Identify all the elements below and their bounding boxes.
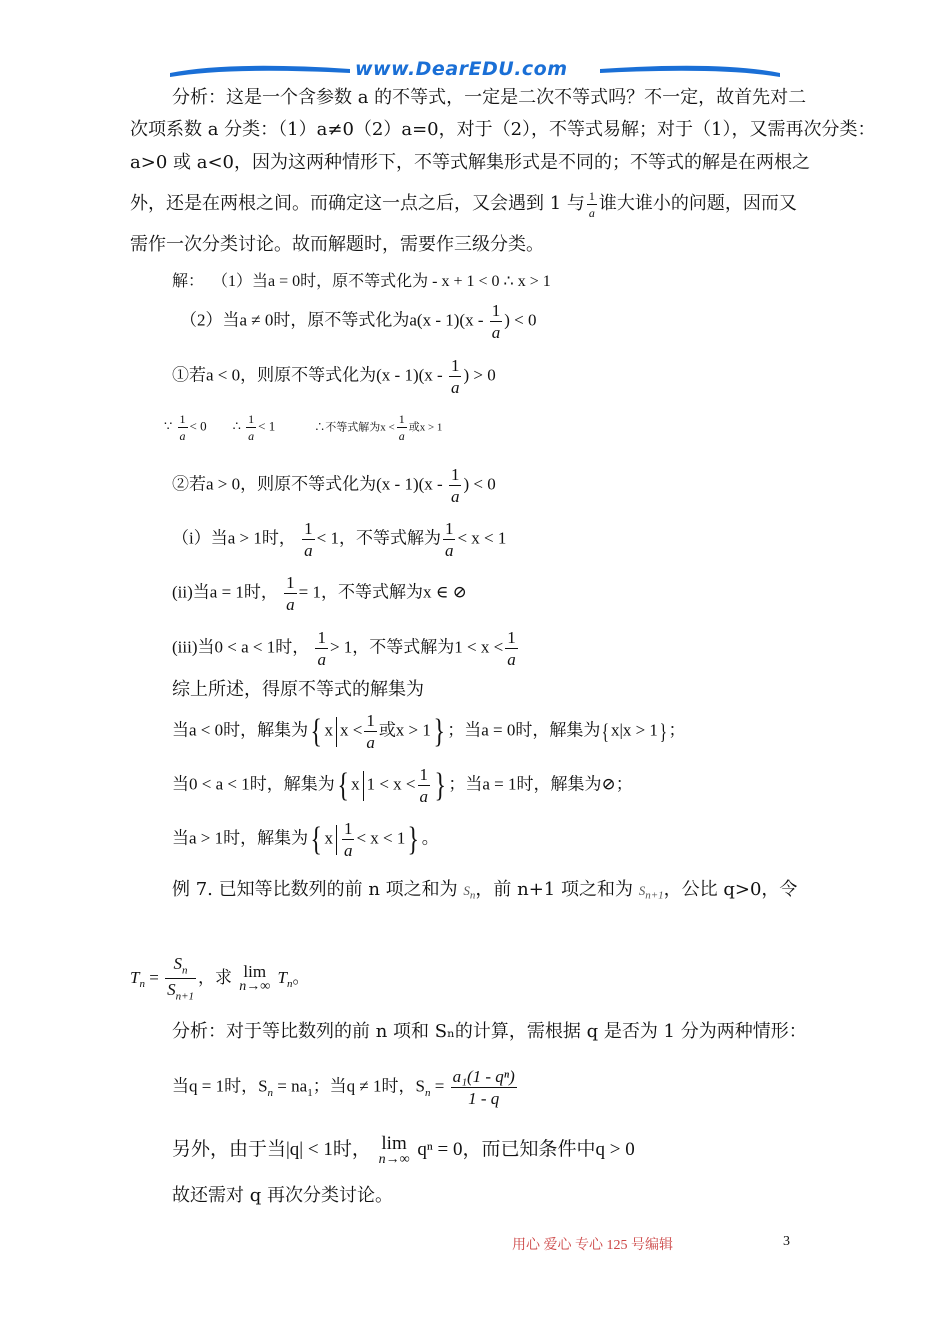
fraction-1-over-a: $\frac{1}{a}$	[286, 573, 295, 614]
analysis1-line4b: 谁大谁小的问题，因而又	[598, 193, 797, 214]
footer-text: 用心 爱心 专心 125 号编辑	[512, 1238, 673, 1253]
fraction-1-over-a: $\frac{1}{a}$	[179, 412, 186, 443]
solution-case1: 解： （1）当a = 0时，原不等式化为 - x + 1 < 0 ∴ x > 1	[172, 273, 551, 290]
fraction-1-over-a: $\frac{1}{a}$	[366, 711, 375, 752]
analysis2-therefore: 故还需对 q 再次分类讨论。	[172, 1185, 393, 1206]
solution-set-line1: 当a < 0时，解集为{ x x < $\frac{1}{a}$ 或x > 1} ；当a = 0时，解集为{x|x > 1}；	[172, 711, 686, 752]
solution-case-ii: (ii)当a = 1时， $\frac{1}{a}$ = 1，不等式解为x ∈ ⊘	[172, 573, 467, 614]
fraction-Sn-over-Sn1: $\frac{S_n}{S_{n+1}}$	[167, 954, 194, 1003]
solution-case-i: （i）当a > 1时， $\frac{1}{a}$ < 1，不等式解为 $\frac{1}{a}$ < x < 1	[172, 519, 507, 560]
example7-line1: 例 7. 已知等比数列的前 n 项之和为 $S_n$，前 n+1 项之和为 $S_{n+1}$，公比 q>0，令	[172, 879, 798, 902]
solution-set-line2: 当0 < a < 1时，解集为{ x 1 < x < $\frac{1}{a}$ } ；当a = 1时，解集为⊘；	[172, 765, 633, 806]
solution-sub1: ①若a < 0，则原不等式化为(x - 1)(x - $\frac{1}{a}$ ) > 0	[172, 356, 496, 397]
fraction-1-over-a: $\frac{1}{a}$	[588, 188, 595, 220]
analysis1-line4a: 外，还是在两根之间。而确定这一点之后，又会遇到 1 与	[130, 193, 585, 214]
analysis1-line3: a>0 或 a<0，因为这两种情形下，不等式解集形式是不同的；不等式的解是在两根之	[130, 152, 810, 173]
solution-case-iii: (iii)当0 < a < 1时， $\frac{1}{a}$ > 1，不等式解为1 < x < $\frac{1}{a}$	[172, 628, 516, 669]
page-number: 3	[783, 1234, 790, 1249]
header-url[interactable]: www.DearEDU.com	[355, 58, 568, 80]
fraction-1-over-a: $\frac{1}{a}$	[343, 819, 353, 860]
fraction-1-over-a: $\frac{1}{a}$	[450, 465, 460, 506]
fraction-1-over-a: $\frac{1}{a}$	[444, 519, 454, 560]
analysis2-cases: 当q = 1时，$S_n = na_1$；当q ≠ 1时，$S_n$ = $\frac{\text{a₁(1 - qⁿ)}}{1 - q}$	[172, 1067, 515, 1108]
fraction-1-over-a: $\frac{1}{a}$	[419, 765, 428, 806]
fraction-1-over-a: $\frac{1}{a}$	[317, 628, 326, 669]
analysis2-line1: 分析：对于等比数列的前 n 项和 Sₙ的计算，需根据 q 是否为 1 分为两种情形：	[172, 1021, 807, 1042]
fraction-1-over-a: $\frac{1}{a}$	[398, 412, 405, 443]
example7-formula: $T_n$ = $\frac{S_n}{S_{n+1}}$ ，求 lim n→∞ $T_n$。	[130, 954, 310, 1003]
analysis1-line5: 需作一次分类讨论。故而解题时，需要作三级分类。	[130, 234, 544, 255]
analysis1-line4	[130, 184, 797, 224]
fraction-1-over-a: $\frac{1}{a}$	[248, 412, 255, 443]
solution-case2: （2）当a ≠ 0时，原不等式化为a(x - 1)(x - $\frac{1}{a}$ ) < 0	[180, 301, 537, 342]
fraction-1-over-a: $\frac{1}{a}$	[507, 628, 516, 669]
analysis1-line2: 次项系数 a 分类：（1）a≠0（2）a=0，对于（2），不等式易解；对于（1），又需再次分类：	[130, 119, 876, 140]
fraction-1-over-a: $\frac{1}{a}$	[450, 356, 460, 397]
analysis2-besides: 另外，由于当|q| < 1时， lim n→∞ qⁿ = 0，而已知条件中q > 0	[172, 1133, 635, 1168]
fraction-1-over-a: $\frac{1}{a}$	[491, 301, 501, 342]
solution-because-line: ∵ $\frac{1}{a}$ < 0 ∴ $\frac{1}{a}$ < 1 ∴不等式解为x < $\frac{1}{a}$ 或x > 1	[164, 412, 443, 443]
solution-summary: 综上所述，得原不等式的解集为	[172, 679, 424, 700]
limit-operator: lim n→∞	[378, 1133, 410, 1168]
limit-operator: lim n→∞	[239, 962, 271, 995]
symbol-Sn: $S_n$	[463, 883, 476, 902]
analysis1-line1: 分析：这是一个含参数 a 的不等式，一定是二次不等式吗？不一定，故首先对二	[172, 87, 807, 108]
solution-sub2: ②若a > 0，则原不等式化为(x - 1)(x - $\frac{1}{a}$ ) < 0	[172, 465, 496, 506]
solution-set-line3: 当a > 1时，解集为{ x $\frac{1}{a}$ < x < 1} 。	[172, 819, 439, 860]
fraction-sum-formula: $\frac{\text{a₁(1 - qⁿ)}}{1 - q}$	[452, 1067, 515, 1108]
symbol-Sn1: $S_{n+1}$	[638, 883, 664, 902]
fraction-1-over-a: $\frac{1}{a}$	[304, 519, 313, 560]
